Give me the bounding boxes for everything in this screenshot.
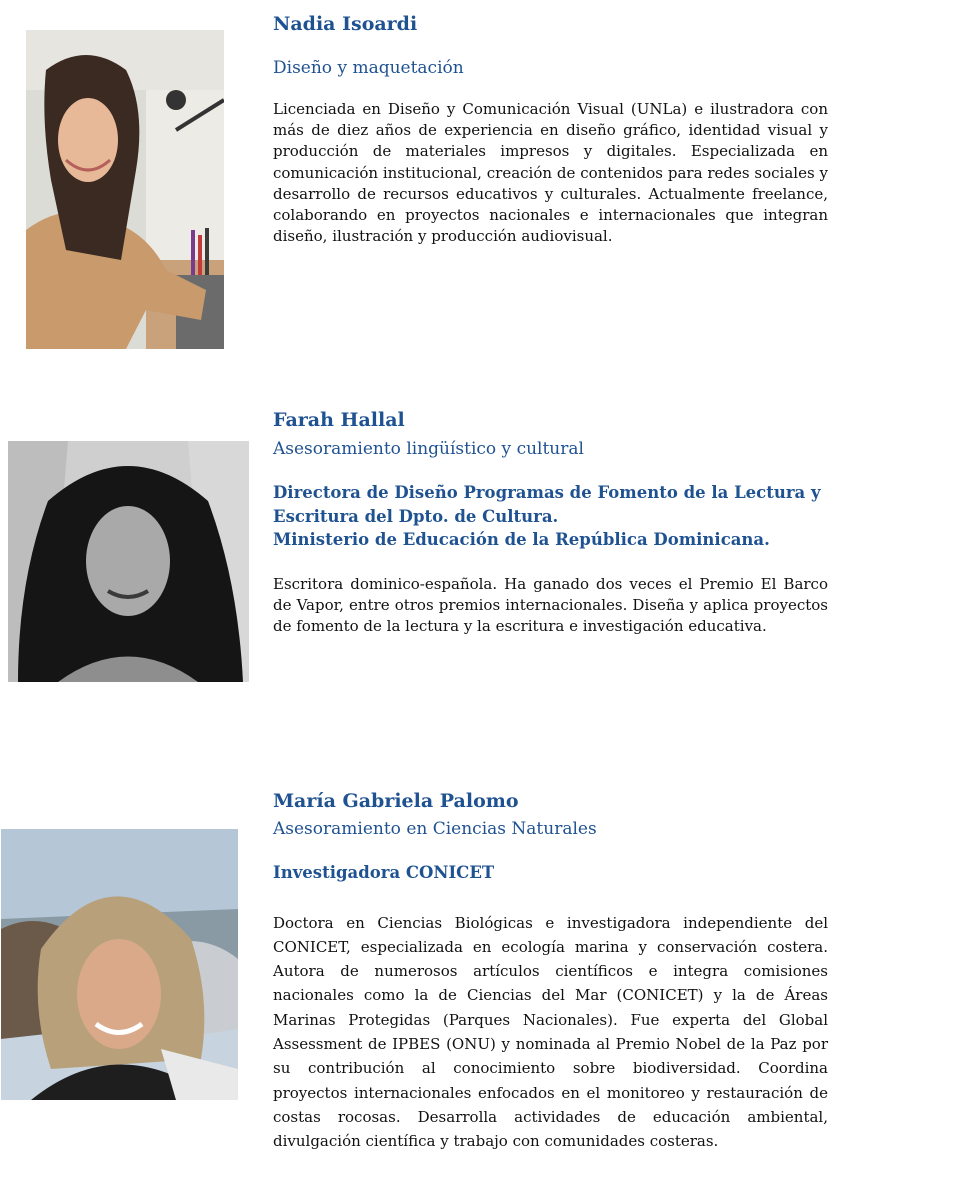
affiliation-line: Ministerio de Educación de la República Dominicana. — [273, 530, 770, 549]
profile-bio: Escritora dominico-española. Ha ganado dos veces el Premio El Barco de Vapor, entre otros premios internacionales. Diseña y aplica proyectos de fomento de la lectura y la escritura e investigación educativa. — [273, 574, 828, 636]
affiliation-line: Escritura del Dpto. de Cultura. — [273, 506, 559, 526]
profile-affiliation — [273, 861, 828, 885]
profile-role: Asesoramiento lingüístico y cultural — [273, 439, 584, 459]
profile-photo-nadia-isoardi — [26, 30, 224, 349]
profile-bio: Doctora en Ciencias Biológicas e investigadora independiente del CONICET, especializada en ecología marina y conservación costera. Autora de numerosos artículos científicos e integra comisiones nacionales como la de Ciencias del Mar (CONICET) y la de Áreas Marinas Protegidas (Parques Nacionales). Fue experta del Global Assessment de IPBES (ONU) y nominada al Premio Nobel de la Paz por su contribución al conocimiento sobre biodiversidad. Coordina proyectos internacionales enfocados en el monitoreo y restauración de costas rocosas. Desarrolla actividades de educación ambiental, divulgación científica y trabajo con comunidades costeras. — [273, 913, 828, 1151]
profile-role: Asesoramiento en Ciencias Naturales — [273, 819, 597, 839]
profile-name: Farah Hallal — [273, 409, 405, 431]
profile-nadia-isoardi — [273, 12, 828, 247]
profile-photo-farah-hallal — [8, 441, 249, 682]
profile-role: Diseño y maquetación — [273, 58, 464, 78]
profile-maria-gabriela-palomo — [273, 789, 828, 1153]
profile-name: Nadia Isoardi — [273, 13, 418, 35]
profile-affiliation — [273, 481, 828, 552]
profile-bio: Licenciada en Diseño y Comunicación Visual (UNLa) e ilustradora con más de diez años de experiencia en diseño gráfico, identidad visual y producción de materiales impresos y digitales. Especializada en comunicación institucional, creación de contenidos para redes sociales y desarrollo de recursos educativos y culturales. Actualmente freelance, colaborando en proyectos nacionales e internacionales que integran diseño, ilustración y producción audiovisual. — [273, 100, 828, 246]
affiliation-line: Directora de Diseño Programas de Fomento de la Lectura y — [273, 483, 821, 502]
profile-name: María Gabriela Palomo — [273, 790, 519, 812]
profile-farah-hallal — [273, 408, 828, 637]
profile-photo-maria-gabriela-palomo — [1, 829, 238, 1100]
affiliation-line: Investigadora CONICET — [273, 863, 495, 882]
